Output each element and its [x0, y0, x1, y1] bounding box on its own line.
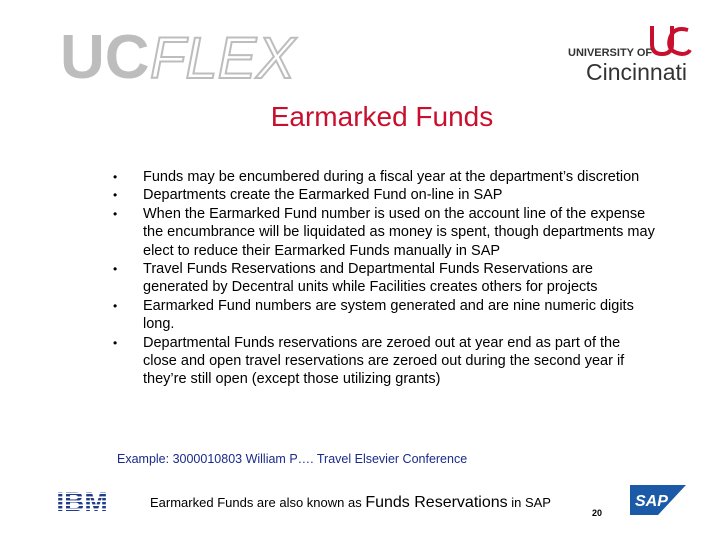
- ibm-logo: [48, 486, 116, 516]
- university-of-text: UNIVERSITY OF: [568, 47, 653, 59]
- footer-note-emphasis: Funds Reservations: [365, 494, 508, 511]
- example-text: Example: 3000010803 William P…. Travel Elsevier Conference: [117, 452, 468, 466]
- bullet-item: • Travel Funds Reservations and Departmental Funds Reservations are generated by Decentral units while Facilities creates others for projects: [115, 260, 655, 297]
- bullet-item: • Earmarked Fund numbers are system generated and are nine numeric digits long.: [115, 297, 655, 334]
- ucflex-logo: [0, 0, 300, 100]
- cincinnati-text: Cincinnati: [586, 59, 687, 85]
- sap-logo-text: SAP: [635, 493, 668, 510]
- ucflex-uc-text: UC: [60, 23, 150, 92]
- sap-logo: [630, 485, 686, 515]
- bullet-list: [115, 168, 655, 389]
- page-number: 20: [592, 508, 603, 518]
- uc-emblem-icon: [652, 26, 690, 54]
- footer-note-end: in SAP: [507, 495, 551, 510]
- bullet-item: • Departmental Funds reservations are zeroed out at year end as part of the close and open travel reservations are zeroed out during the second year if they’re still open (except those utilizing grants): [115, 334, 655, 389]
- footer-note-start: Earmarked Funds are also known as: [150, 495, 366, 510]
- footer-note: [150, 494, 551, 512]
- slide-title: Earmarked Funds: [270, 101, 494, 132]
- bullet-item: • Funds may be encumbered during a fiscal year at the department’s discretion: [115, 168, 655, 186]
- slide-header: [0, 0, 720, 100]
- bullet-item: • When the Earmarked Fund number is used on the account line of the expense the encumbrance will be liquidated as money is spent, though departments may elect to reduce their Earmarked Funds manually in SAP: [115, 205, 655, 260]
- ucflex-flex-text: FLEX: [150, 26, 296, 91]
- bullet-item: • Departments create the Earmarked Fund on-line in SAP: [115, 186, 655, 204]
- university-of-cincinnati-logo: [566, 24, 716, 86]
